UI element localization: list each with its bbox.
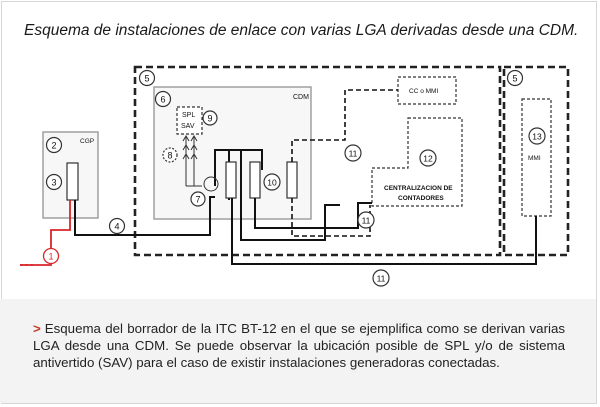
device-b bbox=[250, 162, 260, 198]
marker-11-mmi bbox=[373, 270, 389, 286]
marker-12 bbox=[420, 150, 436, 166]
marker-11-cc bbox=[345, 145, 361, 161]
svg-text:13: 13 bbox=[532, 131, 542, 142]
svg-text:3: 3 bbox=[51, 177, 57, 188]
cc-mmi-label: CC o MMI bbox=[409, 88, 439, 95]
marker-13 bbox=[529, 128, 545, 144]
cgp-label: CGP bbox=[80, 138, 95, 145]
centralizacion-label-1: CENTRALIZACION DE bbox=[384, 185, 453, 192]
svg-text:1: 1 bbox=[48, 251, 54, 262]
svg-text:5: 5 bbox=[512, 73, 518, 84]
caption-marker: > bbox=[33, 321, 41, 336]
marker-2 bbox=[47, 138, 62, 153]
marker-4 bbox=[110, 219, 125, 234]
svg-text:11: 11 bbox=[361, 215, 371, 226]
marker-3 bbox=[47, 175, 62, 190]
marker-5-building bbox=[140, 71, 155, 86]
svg-text:8: 8 bbox=[167, 150, 173, 161]
svg-text:11: 11 bbox=[348, 148, 358, 159]
svg-text:6: 6 bbox=[160, 94, 166, 105]
centralizacion-label-2: CONTADORES bbox=[398, 195, 444, 202]
diagram-title: Esquema de instalaciones de enlace con varias LGA derivadas desde una CDM. bbox=[24, 22, 579, 39]
svg-text:2: 2 bbox=[51, 140, 57, 151]
marker-10 bbox=[264, 174, 280, 190]
svg-text:9: 9 bbox=[207, 113, 213, 124]
svg-text:11: 11 bbox=[376, 273, 386, 284]
marker-8 bbox=[163, 148, 177, 162]
marker-11-centralizacion bbox=[358, 212, 374, 228]
svg-text:4: 4 bbox=[114, 221, 120, 232]
marker-1 bbox=[44, 249, 59, 264]
caption-text: Esquema del borrador de la ITC BT-12 en el que se ejemplifica como se derivan varias LGA desde una CDM. Se puede observar la ubicación posible de SPL y/o de sistema antivertido (SAV) para el caso de existir instalaciones generadoras conectadas. bbox=[33, 321, 565, 370]
device-a bbox=[226, 162, 236, 198]
spl-label: SPL bbox=[182, 112, 196, 119]
marker-5-mmi bbox=[508, 71, 523, 86]
device-c bbox=[287, 162, 297, 198]
cdm-label: CDM bbox=[293, 94, 309, 101]
sav-label: SAV bbox=[181, 123, 195, 130]
svg-text:5: 5 bbox=[144, 73, 150, 84]
figure-caption bbox=[33, 320, 565, 371]
marker-7 bbox=[191, 192, 205, 206]
mmi-label: MMI bbox=[528, 155, 541, 162]
svg-text:10: 10 bbox=[267, 177, 277, 188]
marker-9 bbox=[203, 111, 217, 125]
svg-text:12: 12 bbox=[423, 153, 433, 164]
svg-text:7: 7 bbox=[195, 194, 201, 205]
centralizacion-outline bbox=[372, 118, 462, 206]
marker-6 bbox=[156, 92, 171, 107]
cgp-fuse bbox=[67, 163, 78, 200]
